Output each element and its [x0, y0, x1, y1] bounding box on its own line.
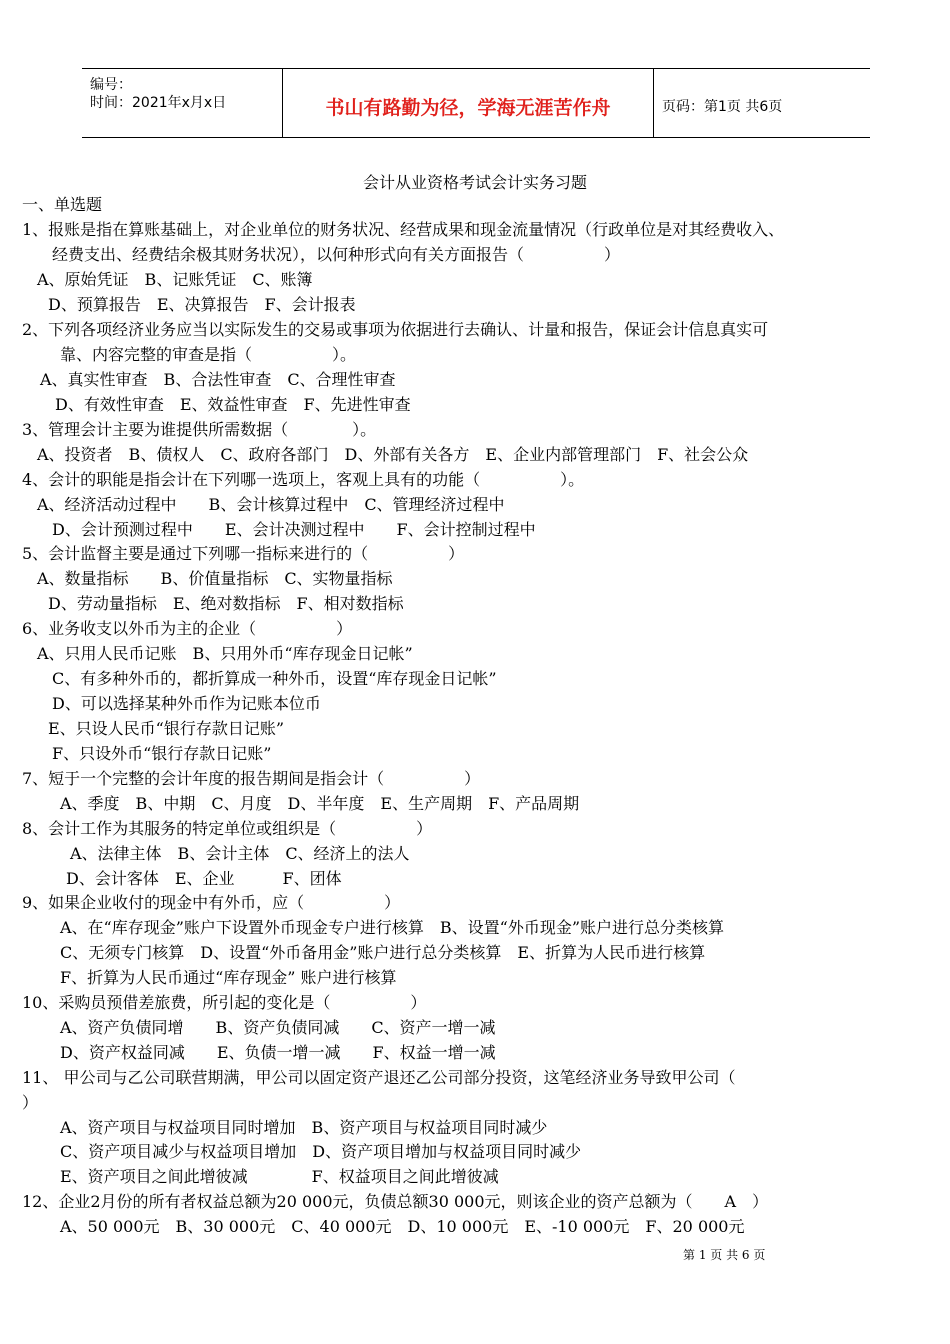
- header-page-cell: [654, 69, 870, 137]
- question-text: 靠、内容完整的审查是指（ ）。: [60, 345, 357, 364]
- option-line: A、50 000元 B、30 000元 C、40 000元 D、10 000元 E、-10 000元 F、20 000元: [60, 1217, 745, 1236]
- option-line: A、在“库存现金”账户下设置外币现金专户进行核算 B、设置“外币现金”账户进行总分类核算: [60, 918, 725, 937]
- section-heading: 一、单选题: [22, 195, 103, 214]
- option-line: A、资产负债同增 B、资产负债同减 C、资产一增一减: [60, 1018, 496, 1037]
- option-line: A、资产项目与权益项目同时增加 B、资产项目与权益项目同时减少: [60, 1118, 548, 1137]
- option-line: A、投资者 B、债权人 C、政府各部门 D、外部有关各方 E、企业内部管理部门 F、社会公众: [37, 445, 749, 464]
- document-title: 会计从业资格考试会计实务习题: [362, 173, 587, 192]
- page-footer: 第 1 页 共 6 页: [683, 1248, 766, 1262]
- question-text: 4、会计的职能是指会计在下列哪一选项上，客观上具有的功能（ ）。: [22, 470, 585, 489]
- question-text: 9、如果企业收付的现金中有外币，应（ ）: [22, 893, 401, 912]
- option-line: F、只设外币“银行存款日记账”: [52, 744, 272, 763]
- question-text: ）: [22, 1093, 39, 1112]
- question-text: 6、业务收支以外币为主的企业（ ）: [22, 619, 353, 638]
- option-line: D、预算报告 E、决算报告 F、会计报表: [48, 295, 356, 314]
- option-line: D、会计预测过程中 E、会计决测过程中 F、会计控制过程中: [52, 520, 536, 539]
- option-line: E、只设人民币“银行存款日记账”: [48, 719, 285, 738]
- option-line: A、季度 B、中期 C、月度 D、半年度 E、生产周期 F、产品周期: [60, 794, 580, 813]
- option-line: A、原始凭证 B、记账凭证 C、账簿: [37, 270, 313, 289]
- header-date: 时间：2021年x月x日: [90, 95, 227, 111]
- question-text: 10、采购员预借差旅费，所引起的变化是（ ）: [22, 993, 427, 1012]
- question-text: 7、短于一个完整的会计年度的报告期间是指会计（ ）: [22, 769, 481, 788]
- option-line: C、资产项目减少与权益项目增加 D、资产项目增加与权益项目同时减少: [60, 1142, 582, 1161]
- header-page-number: 页码：第1页 共6页: [662, 99, 783, 115]
- question-text: 1、报账是指在算账基础上，对企业单位的财务状况、经营成果和现金流量情况（行政单位是对其经费收入、: [22, 220, 785, 239]
- question-text: 8、会计工作为其服务的特定单位或组织是（ ）: [22, 819, 433, 838]
- question-text: 2、下列各项经济业务应当以实际发生的交易或事项为依据进行去确认、计量和报告，保证会计信息真实可: [22, 320, 769, 339]
- header-meta: [82, 69, 283, 137]
- option-line: D、有效性审查 E、效益性审查 F、先进性审查: [55, 395, 411, 414]
- header-motto: 书山有路勤为径，学海无涯苦作舟: [325, 97, 611, 119]
- option-line: C、无须专门核算 D、设置“外币备用金”账户进行总分类核算 E、折算为人民币进行核算: [60, 943, 706, 962]
- option-line: A、只用人民币记账 B、只用外币“库存现金日记帐”: [37, 644, 413, 663]
- option-line: D、会计客体 E、企业 F、团体: [66, 869, 342, 888]
- option-line: A、真实性审查 B、合法性审查 C、合理性审查: [40, 370, 396, 389]
- option-line: C、有多种外币的，都折算成一种外币，设置“库存现金日记帐”: [52, 669, 497, 688]
- option-line: A、数量指标 B、价值量指标 C、实物量指标: [37, 569, 393, 588]
- option-line: D、劳动量指标 E、绝对数指标 F、相对数指标: [48, 594, 404, 613]
- option-line: A、经济活动过程中 B、会计核算过程中 C、管理经济过程中: [37, 495, 505, 514]
- option-line: E、资产项目之间此增彼减 F、权益项目之间此增彼减: [60, 1167, 499, 1186]
- page-header: [82, 68, 870, 138]
- option-line: A、法律主体 B、会计主体 C、经济上的法人: [70, 844, 410, 863]
- serial-number: 编号：: [90, 77, 132, 93]
- question-text: 经费支出、经费结余极其财务状况），以何种形式向有关方面报告（ ）: [52, 245, 621, 264]
- question-text: 3、管理会计主要为谁提供所需数据（ ）。: [22, 420, 377, 439]
- header-motto-cell: [283, 69, 654, 137]
- option-line: D、可以选择某种外币作为记账本位币: [52, 694, 321, 713]
- option-line: D、资产权益同减 E、负债一增一减 F、权益一增一减: [60, 1043, 496, 1062]
- question-text: 12、企业2月份的所有者权益总额为20 000元，负债总额30 000元，则该企业的资产总额为（ A ）: [22, 1192, 769, 1211]
- question-text: 5、会计监督主要是通过下列哪一指标来进行的（ ）: [22, 544, 465, 563]
- option-line: F、折算为人民币通过“库存现金” 账户进行核算: [60, 968, 397, 987]
- question-text: 11、 甲公司与乙公司联营期满，甲公司以固定资产退还乙公司部分投资，这笔经济业务导致甲公司（: [22, 1068, 736, 1087]
